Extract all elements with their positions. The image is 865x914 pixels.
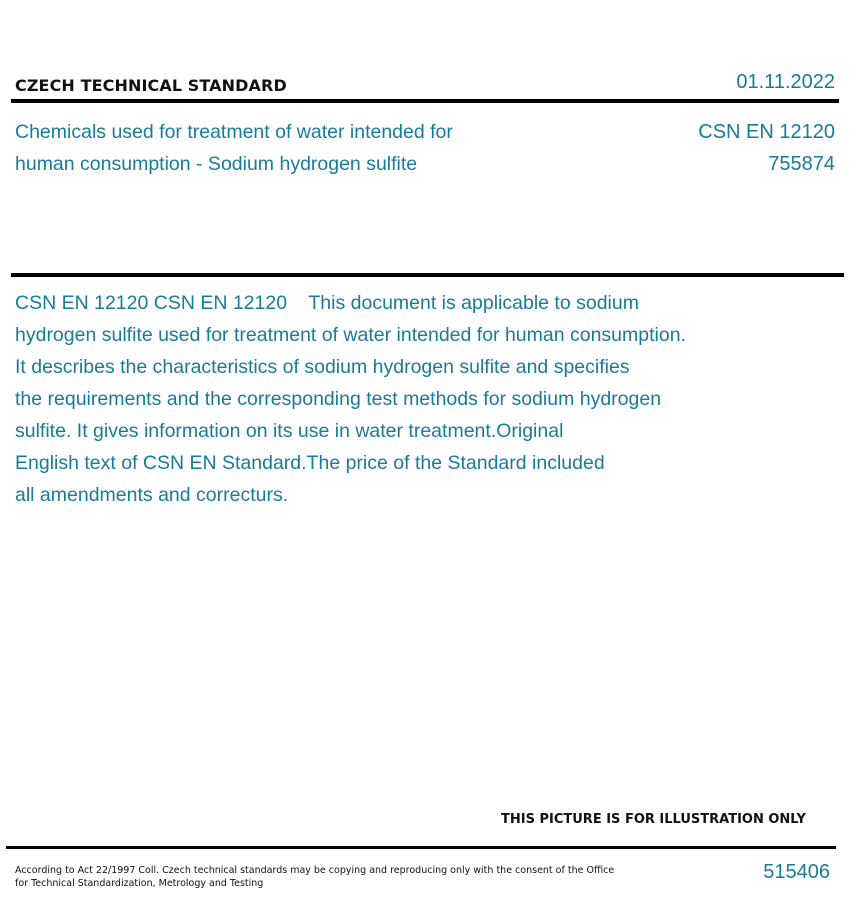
publication-date: 01.11.2022 <box>736 71 835 93</box>
document-type-heading: CZECH TECHNICAL STANDARD <box>15 76 287 95</box>
standard-title <box>15 116 535 180</box>
abstract-line: the requirements and the corresponding test methods for sodium hydrogen <box>15 388 662 410</box>
illustration-disclaimer: THIS PICTURE IS FOR ILLUSTRATION ONLY <box>501 812 806 827</box>
catalog-number: 515406 <box>763 861 830 883</box>
legal-notice-line: for Technical Standardization, Metrology and Testing <box>15 878 264 889</box>
abstract-line: sulfite. It gives information on its use in water treatment.Original <box>15 420 564 442</box>
abstract-line: CSN EN 12120 CSN EN 12120 This document is applicable to sodium <box>15 292 639 314</box>
legal-notice <box>15 864 615 890</box>
abstract-text <box>15 287 775 511</box>
standard-class-number: 755874 <box>768 153 835 175</box>
abstract-line: all amendments and correcturs. <box>15 484 289 506</box>
abstract-line: hydrogen sulfite used for treatment of water intended for human consumption. <box>15 324 686 346</box>
legal-notice-line: According to Act 22/1997 Coll. Czech technical standards may be copying and reproducing only with the consent of the Office <box>15 865 615 876</box>
footer-divider <box>6 846 836 849</box>
standard-code: CSN EN 12120 <box>698 121 835 143</box>
standard-title-line: human consumption - Sodium hydrogen sulfite <box>15 153 418 175</box>
title-divider <box>11 273 844 277</box>
header-divider <box>11 99 839 103</box>
abstract-line: It describes the characteristics of sodium hydrogen sulfite and specifies <box>15 356 630 378</box>
standard-title-line: Chemicals used for treatment of water intended for <box>15 121 453 143</box>
abstract-line: English text of CSN EN Standard.The price of the Standard included <box>15 452 605 474</box>
